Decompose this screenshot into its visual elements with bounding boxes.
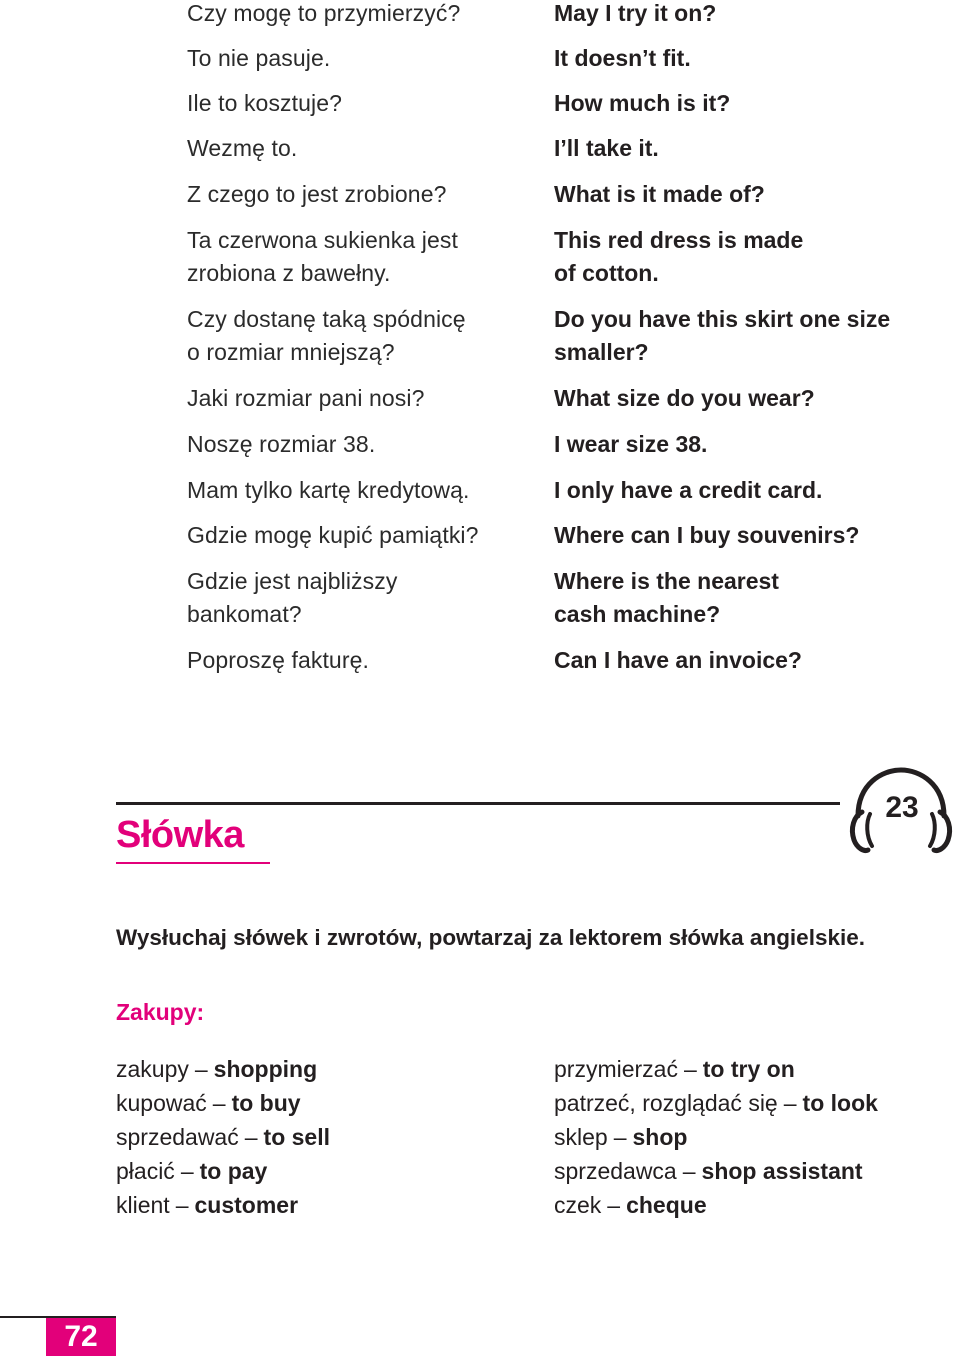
vocab-polish: sklep [554,1124,608,1150]
phrase-english: I’ll take it. [554,135,659,161]
phrase-polish: Z czego to jest zrobione? [187,181,447,207]
section-divider [116,802,840,805]
vocab-polish: sprzedawać [116,1124,239,1150]
phrase-polish: To nie pasuje. [187,45,331,71]
vocab-english: shop assistant [701,1158,863,1184]
phrase-polish: Noszę rozmiar 38. [187,431,376,457]
vocab-item: patrzeć, rozglądać się – to look [554,1090,878,1116]
vocab-polish: kupować [116,1090,207,1116]
phrase-english: Do you have this skirt one size smaller? [554,306,891,365]
phrase-english: May I try it on? [554,0,717,26]
phrase-english: I only have a credit card. [554,477,823,503]
phrase-english: This red dress is made of cotton. [554,227,804,286]
vocab-list-right [554,1052,878,1222]
phrase-english: What size do you wear? [554,385,815,411]
vocab-english: cheque [626,1192,707,1218]
phrase-polish: Wezmę to. [187,135,298,161]
category-heading: Zakupy: [116,999,205,1025]
vocab-list-left [116,1052,330,1222]
vocab-item: sklep – shop [554,1124,688,1150]
vocab-item: czek – cheque [554,1192,707,1218]
phrase-english: Can I have an invoice? [554,647,802,673]
vocab-item: kupować – to buy [116,1090,301,1116]
vocab-english: to look [802,1090,878,1116]
phrase-english: Where can I buy souvenirs? [554,522,860,548]
vocab-item: sprzedawca – shop assistant [554,1158,863,1184]
phrase-polish: Mam tylko kartę kredytową. [187,477,470,503]
phrase-polish: Poproszę fakturę. [187,647,369,673]
phrase-polish: Czy dostanę taką spódnicę o rozmiar mniejszą? [187,306,466,365]
phrase-polish: Gdzie mogę kupić pamiątki? [187,522,479,548]
section-title-underline [116,862,270,864]
phrase-english: It doesn’t fit. [554,45,691,71]
vocab-english: to try on [702,1056,795,1082]
vocab-polish: sprzedawca [554,1158,677,1184]
vocab-item: klient – customer [116,1192,299,1218]
vocab-english: to sell [263,1124,330,1150]
phrase-polish: Ta czerwona sukienka jest zrobiona z bawełny. [187,227,458,286]
vocab-english: shopping [213,1056,318,1082]
vocab-polish: czek [554,1192,602,1218]
section-title: Słówka [116,814,244,856]
vocab-english: shop [632,1124,688,1150]
page-number: 72 [46,1318,116,1356]
audio-track-number: 23 [885,791,919,824]
vocab-polish: zakupy [116,1056,189,1082]
phrase-english: I wear size 38. [554,431,708,457]
phrase-english: What is it made of? [554,181,765,207]
vocab-english: to pay [199,1158,268,1184]
vocab-english: customer [194,1192,299,1218]
vocab-item: płacić – to pay [116,1158,268,1184]
vocab-item: sprzedawać – to sell [116,1124,330,1150]
phrase-english: Where is the nearest cash machine? [554,568,779,627]
vocab-polish: klient [116,1192,170,1218]
phrase-polish: Czy mogę to przymierzyć? [187,0,461,26]
phrase-english: How much is it? [554,90,731,116]
vocab-polish: płacić [116,1158,175,1184]
instruction-text: Wysłuchaj słówek i zwrotów, powtarzaj za lektorem słówka angielskie. [116,925,865,950]
vocab-english: to buy [231,1090,301,1116]
vocab-polish: patrzeć, rozglądać się [554,1090,778,1116]
vocab-item: przymierzać – to try on [554,1056,795,1082]
phrase-polish: Jaki rozmiar pani nosi? [187,385,425,411]
vocab-polish: przymierzać [554,1056,678,1082]
phrase-polish: Gdzie jest najbliższy bankomat? [187,568,398,627]
phrase-polish: Ile to kosztuje? [187,90,343,116]
vocab-item: zakupy – shopping [116,1056,318,1082]
